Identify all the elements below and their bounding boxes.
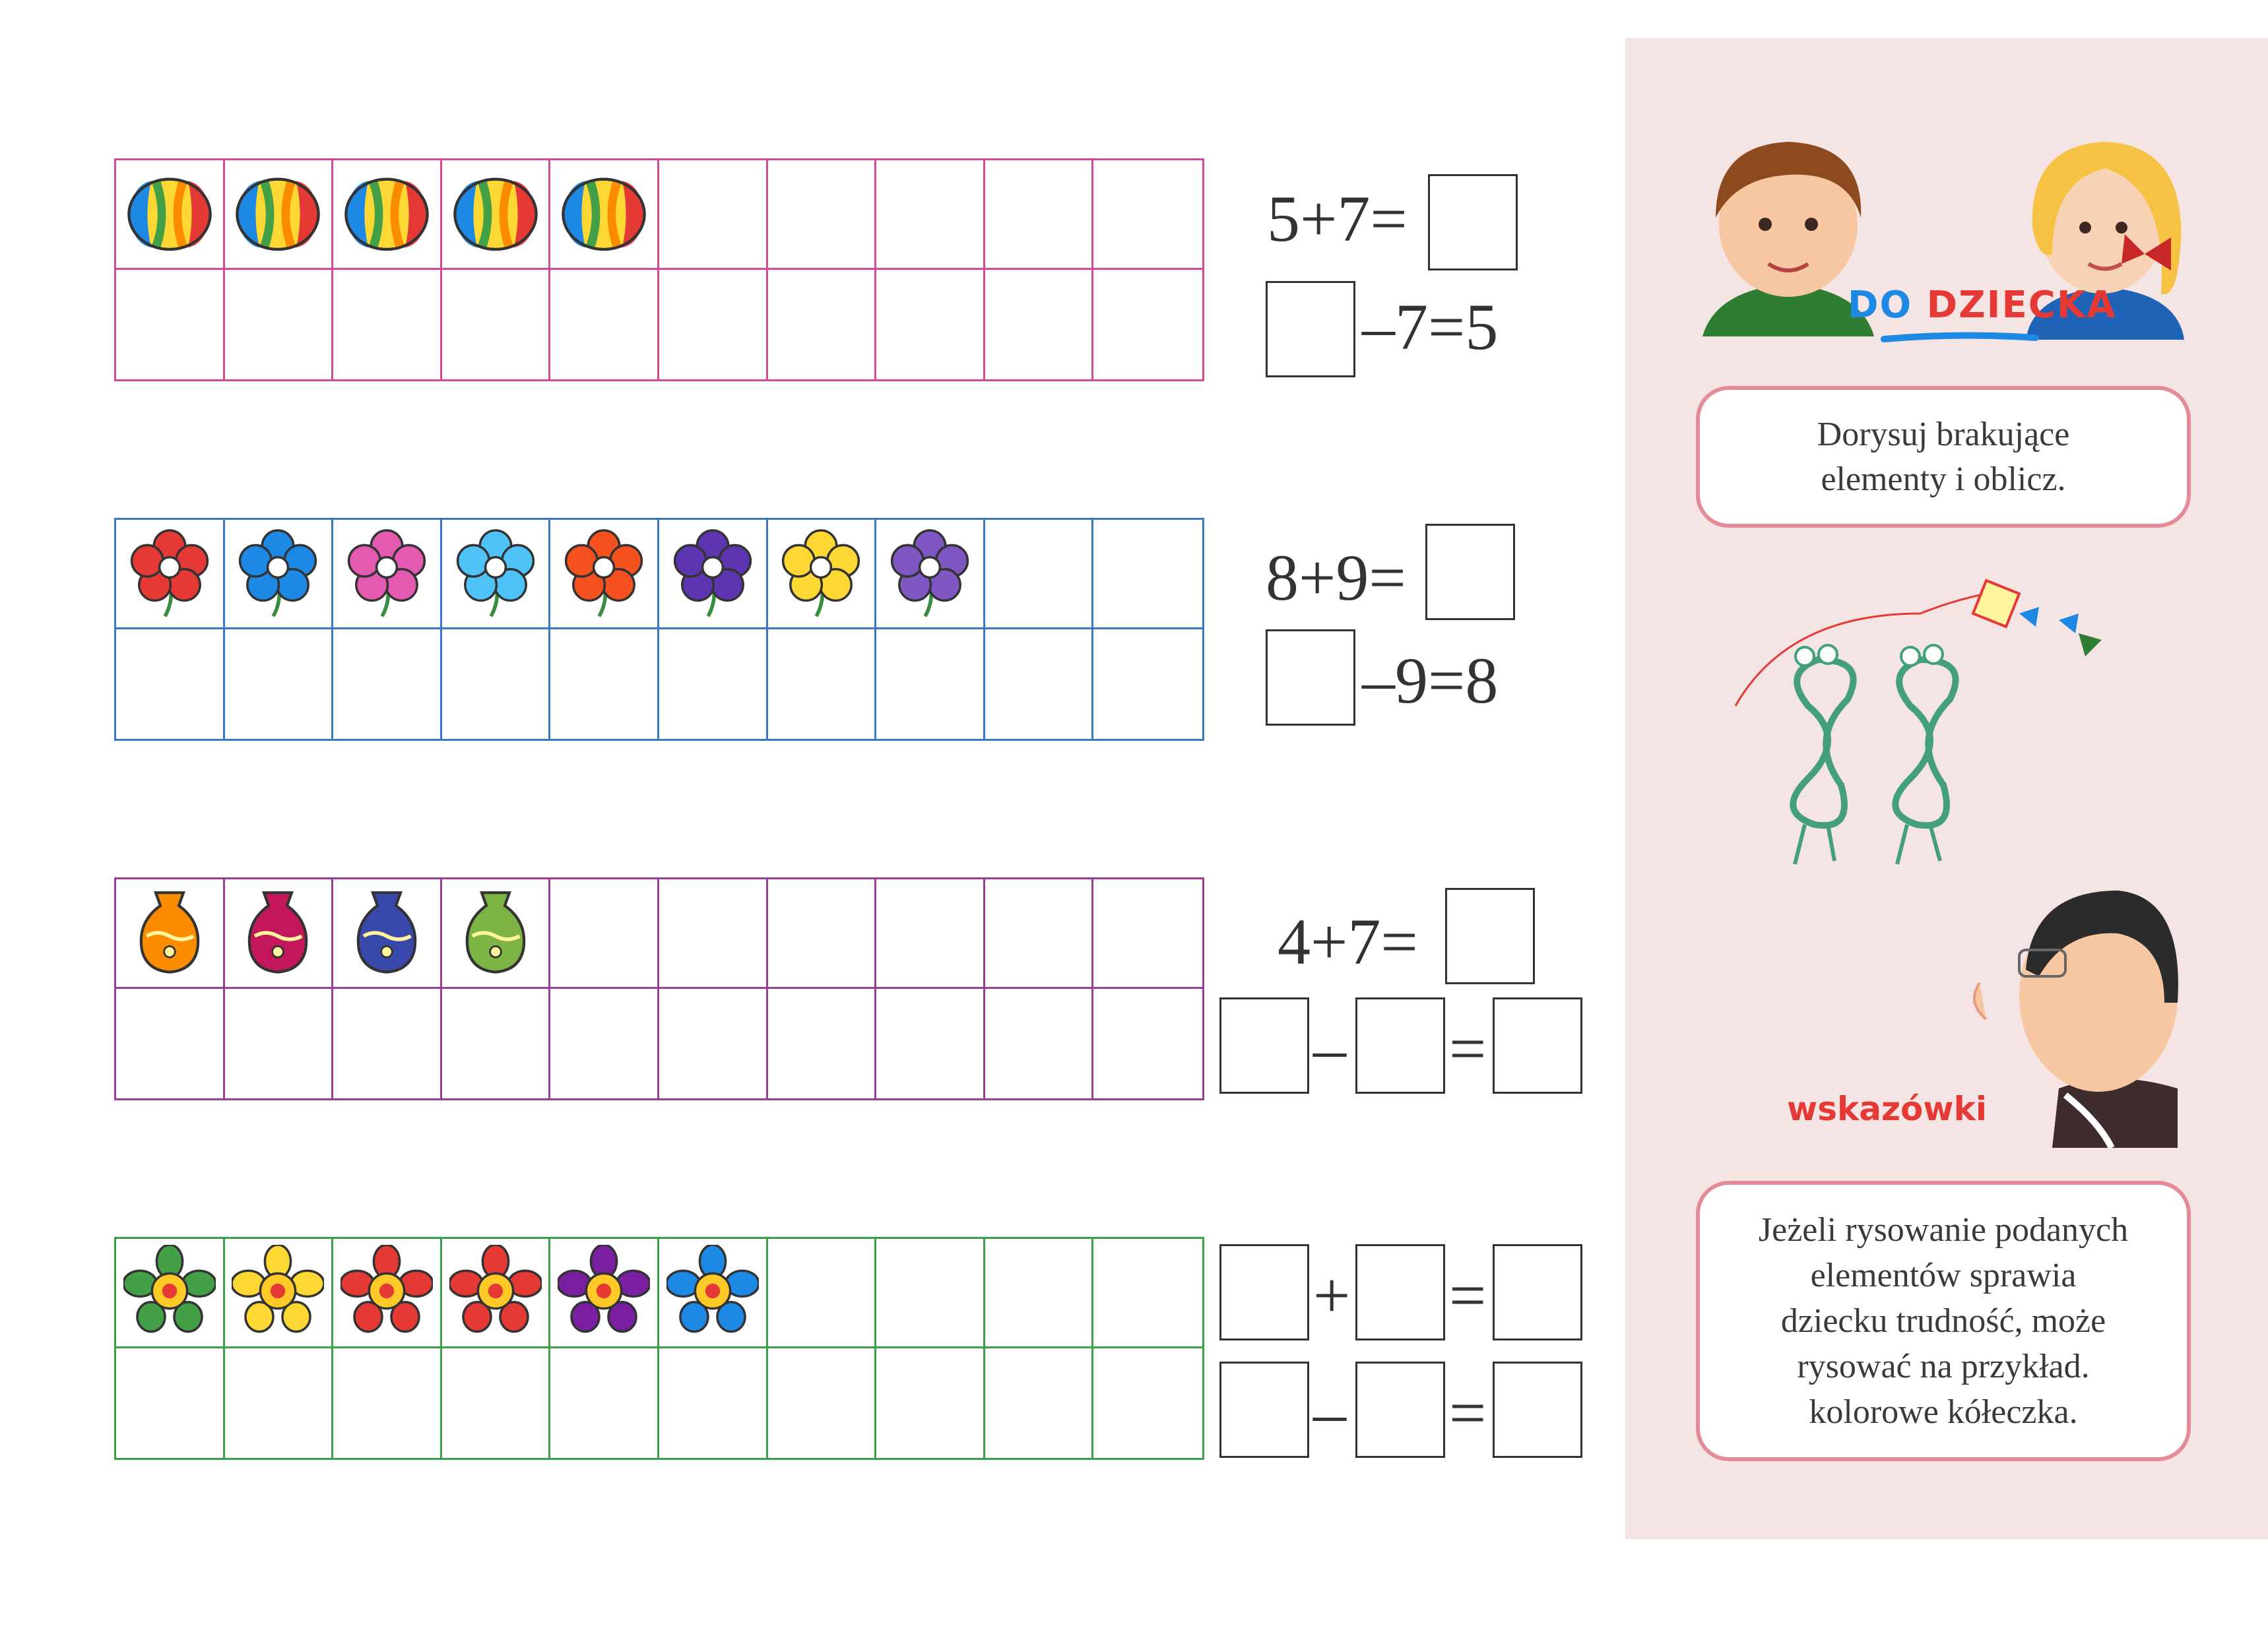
grid-cell-bottom[interactable] [225, 1348, 334, 1458]
grid-cell-top[interactable] [333, 160, 442, 270]
grid-cell-bottom[interactable] [116, 629, 225, 739]
heading-underline [1881, 330, 2039, 346]
grid-cell-top[interactable] [442, 160, 551, 270]
grid-vases [114, 877, 1204, 1100]
operator-3-equals: = [1449, 1012, 1487, 1085]
grid-cell-bottom[interactable] [985, 629, 1094, 739]
grid-cell-top[interactable] [116, 879, 225, 989]
grid-cell-bottom[interactable] [1093, 270, 1202, 379]
grid-cell-bottom[interactable] [225, 629, 334, 739]
tips-box [1696, 1181, 2191, 1461]
grid-cell-top[interactable] [985, 520, 1094, 629]
daisy-icon [340, 1245, 433, 1340]
equation-1-line-2: –7=5 [1362, 290, 1499, 363]
grid-cell-bottom[interactable] [550, 629, 659, 739]
grid-cell-top[interactable] [333, 520, 442, 629]
grid-cell-bottom[interactable] [985, 989, 1094, 1098]
grid-cell-bottom[interactable] [659, 1348, 768, 1458]
daisy-icon [123, 1245, 216, 1340]
grid-cell-top[interactable] [550, 160, 659, 270]
to-child-heading-part-2: DZIECKA [1926, 284, 2117, 327]
grid-cell-top[interactable] [985, 1239, 1094, 1348]
daisy-icon [232, 1245, 324, 1340]
grid-cell-bottom[interactable] [225, 989, 334, 1098]
grid-cell-bottom[interactable] [442, 270, 551, 379]
grid-cell-top[interactable] [659, 160, 768, 270]
equation-2-line-2: –9=8 [1362, 644, 1499, 717]
answer-box-1a[interactable] [1428, 174, 1518, 270]
grid-cell-bottom[interactable] [333, 1348, 442, 1458]
vase-icon [449, 885, 542, 981]
grid-cell-top[interactable] [768, 520, 877, 629]
grid-cell-top[interactable] [333, 1239, 442, 1348]
grid-cell-bottom[interactable] [768, 270, 877, 379]
grid-cell-bottom[interactable] [550, 989, 659, 1098]
answer-box-4e[interactable] [1355, 1362, 1445, 1458]
grid-balls [114, 158, 1204, 381]
grid-cell-bottom[interactable] [442, 989, 551, 1098]
grid-cell-bottom[interactable] [659, 270, 768, 379]
grid-cell-top[interactable] [116, 1239, 225, 1348]
flower-icon [340, 526, 433, 621]
grid-cell-bottom[interactable] [442, 1348, 551, 1458]
flower-icon [775, 526, 867, 621]
operator-4-equals-2: = [1449, 1376, 1487, 1449]
grid-cell-top[interactable] [876, 520, 985, 629]
answer-box-3d[interactable] [1493, 997, 1582, 1094]
grid-cell-bottom[interactable] [333, 270, 442, 379]
equation-3-line-1: 4+7= [1278, 905, 1418, 978]
grid-cell-top[interactable] [442, 879, 551, 989]
flower-icon [884, 526, 976, 621]
grid-cell-bottom[interactable] [659, 629, 768, 739]
flower-icon [123, 526, 216, 621]
answer-box-2b[interactable] [1266, 629, 1355, 726]
instruction-text: Dorysuj brakujące elementy i oblicz. [1817, 415, 2070, 498]
grid-cell-top[interactable] [985, 160, 1094, 270]
to-child-heading-part-1: DO [1848, 284, 1927, 327]
grid-cell-bottom[interactable] [985, 1348, 1094, 1458]
grid-cell-bottom[interactable] [550, 1348, 659, 1458]
answer-box-4a[interactable] [1219, 1244, 1309, 1340]
teacher-illustration [1966, 871, 2191, 1148]
grid-cell-top[interactable] [225, 1239, 334, 1348]
grid-cell-bottom[interactable] [442, 629, 551, 739]
grid-cell-bottom[interactable] [659, 989, 768, 1098]
answer-box-4c[interactable] [1493, 1244, 1582, 1340]
grid-cell-bottom[interactable] [768, 1348, 877, 1458]
grid-cell-top[interactable] [550, 1239, 659, 1348]
grid-cell-top[interactable] [876, 1239, 985, 1348]
flower-icon [666, 526, 759, 621]
grid-cell-top[interactable] [768, 1239, 877, 1348]
answer-box-3c[interactable] [1355, 997, 1445, 1094]
answer-box-4b[interactable] [1355, 1244, 1445, 1340]
vase-icon [232, 885, 324, 981]
grid-cell-bottom[interactable] [333, 629, 442, 739]
grid-cell-bottom[interactable] [876, 629, 985, 739]
grid-cell-top[interactable] [116, 160, 225, 270]
grid-cell-top[interactable] [985, 879, 1094, 989]
operator-4-minus: – [1313, 1376, 1346, 1449]
grid-cell-top[interactable] [116, 520, 225, 629]
grid-cell-top[interactable] [442, 1239, 551, 1348]
grid-cell-top[interactable] [659, 520, 768, 629]
grid-cell-bottom[interactable] [876, 989, 985, 1098]
instruction-box [1696, 386, 2191, 528]
operator-3-minus: – [1313, 1012, 1346, 1085]
grid-cell-bottom[interactable] [985, 270, 1094, 379]
grid-cell-top[interactable] [550, 520, 659, 629]
tips-text: Jeżeli rysowanie podanych elementów sprawia dziecku trudność, może rysować na przykład. kolorowe kółeczka. [1758, 1211, 2129, 1432]
answer-box-4f[interactable] [1493, 1362, 1582, 1458]
grid-cell-top[interactable] [659, 879, 768, 989]
vase-icon [340, 885, 433, 981]
grid-cell-bottom[interactable] [768, 989, 877, 1098]
ball-icon [232, 166, 324, 262]
grid-cell-top[interactable] [1093, 1239, 1202, 1348]
grid-cell-top[interactable] [225, 160, 334, 270]
grid-cell-top[interactable] [225, 879, 334, 989]
grid-cell-bottom[interactable] [116, 989, 225, 1098]
ball-icon [558, 166, 650, 262]
grid-cell-bottom[interactable] [116, 270, 225, 379]
tips-heading: wskazówki [1787, 1090, 1987, 1128]
daisy-icon [449, 1245, 542, 1340]
grid-cell-top[interactable] [876, 160, 985, 270]
answer-box-4d[interactable] [1219, 1362, 1309, 1458]
daisy-icon [558, 1245, 650, 1340]
grid-cell-bottom[interactable] [333, 989, 442, 1098]
grid-cell-top[interactable] [550, 879, 659, 989]
grid-cell-bottom[interactable] [550, 270, 659, 379]
grid-cell-top[interactable] [225, 520, 334, 629]
grid-cell-top[interactable] [876, 879, 985, 989]
answer-box-2a[interactable] [1425, 524, 1515, 620]
flower-icon [232, 526, 324, 621]
grid-cell-top[interactable] [442, 520, 551, 629]
ball-icon [340, 166, 433, 262]
grid-daisies [114, 1237, 1204, 1460]
grid-cell-bottom[interactable] [225, 270, 334, 379]
flower-icon [558, 526, 650, 621]
grid-cell-bottom[interactable] [1093, 989, 1202, 1098]
flower-icon [449, 526, 542, 621]
grid-cell-bottom[interactable] [768, 629, 877, 739]
grid-cell-bottom[interactable] [1093, 629, 1202, 739]
operator-4-equals: = [1449, 1259, 1487, 1332]
answer-box-1b[interactable] [1266, 281, 1355, 377]
grid-cell-top[interactable] [1093, 879, 1202, 989]
ball-icon [123, 166, 216, 262]
grid-cell-bottom[interactable] [876, 1348, 985, 1458]
ball-icon [449, 166, 542, 262]
grid-cell-top[interactable] [1093, 520, 1202, 629]
grid-cell-bottom[interactable] [1093, 1348, 1202, 1458]
answer-box-3b[interactable] [1219, 997, 1309, 1094]
operator-4-plus: + [1313, 1259, 1351, 1332]
grid-flowers [114, 518, 1204, 741]
answer-box-3a[interactable] [1445, 888, 1535, 984]
grid-cell-top[interactable] [333, 879, 442, 989]
grid-cell-bottom[interactable] [116, 1348, 225, 1458]
grid-cell-top[interactable] [1093, 160, 1202, 270]
to-child-heading [1848, 284, 2117, 327]
grid-cell-top[interactable] [659, 1239, 768, 1348]
daisy-icon [666, 1245, 759, 1340]
equation-2-line-1: 8+9= [1266, 541, 1406, 614]
grid-cell-bottom[interactable] [876, 270, 985, 379]
equation-1-line-1: 5+7= [1267, 182, 1408, 255]
eights-kite-illustration [1722, 574, 2145, 884]
grid-cell-top[interactable] [768, 879, 877, 989]
grid-cell-top[interactable] [768, 160, 877, 270]
vase-icon [123, 885, 216, 981]
